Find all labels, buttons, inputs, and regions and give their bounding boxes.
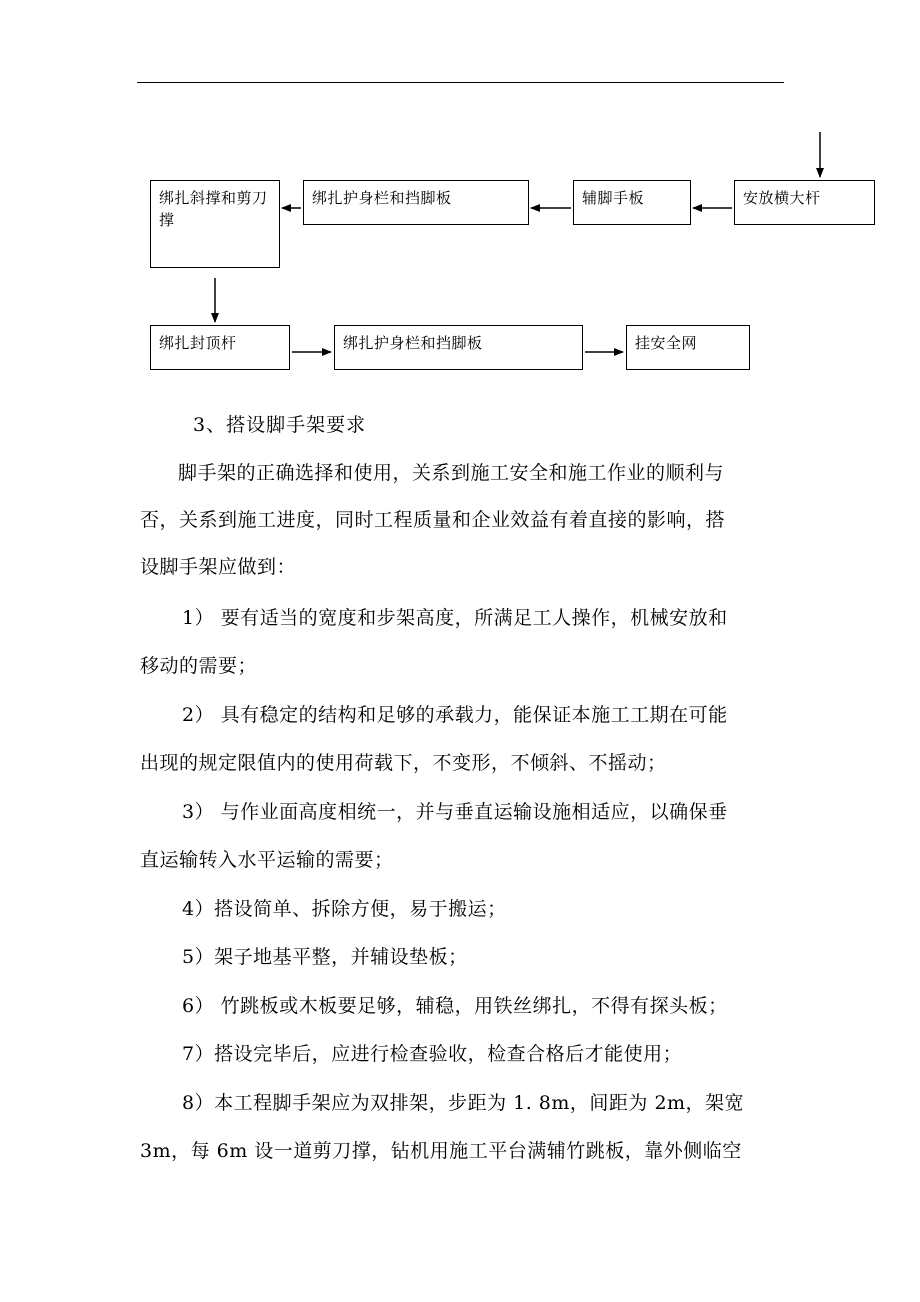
section-heading: 3、搭设脚手架要求 <box>193 414 367 436</box>
para-line: 1） 要有适当的宽度和步架高度，所满足工人操作，机械安放和 <box>182 607 728 629</box>
para-line: 5）架子地基平整，并辅设垫板； <box>182 946 468 968</box>
para-line: 8）本工程脚手架应为双排架，步距为 1. 8m，间距为 2m，架宽 <box>182 1092 745 1114</box>
flowchart-arrows <box>0 0 920 400</box>
para-line: 2） 具有稳定的结构和足够的承载力，能保证本施工工期在可能 <box>182 704 728 726</box>
para-line: 6） 竹跳板或木板要足够，辅稳，用铁丝绑扎，不得有探头板； <box>182 995 728 1017</box>
para-line: 设脚手架应做到： <box>140 556 297 578</box>
para-line: 否，关系到施工进度，同时工程质量和企业效益有着直接的影响，搭 <box>140 509 726 531</box>
flow-box-label: 绑扎护身栏和挡脚板 <box>312 189 452 207</box>
para-line: 3m，每 6m 设一道剪刀撑，钻机用施工平台满辅竹跳板，靠外侧临空 <box>140 1140 742 1162</box>
para-line: 直运输转入水平运输的需要； <box>140 849 394 871</box>
para-line: 4）搭设简单、拆除方便，易于搬运； <box>182 898 507 920</box>
flow-box-label: 绑扎封顶杆 <box>159 334 237 352</box>
para-line: 出现的规定限值内的使用荷载下，不变形，不倾斜、不摇动； <box>140 752 667 774</box>
para-line: 3） 与作业面高度相统一，并与垂直运输设施相适应，以确保垂 <box>182 801 728 823</box>
flow-box-label: 安放横大杆 <box>743 189 821 207</box>
para-line: 脚手架的正确选择和使用，关系到施工安全和施工作业的顺利与 <box>178 462 725 484</box>
flow-box-label: 挂安全网 <box>635 334 698 352</box>
flow-box-label: 辅脚手板 <box>582 189 645 207</box>
flow-box-label: 绑扎斜撑和剪刀撑 <box>159 189 268 229</box>
flow-box-label: 绑扎护身栏和挡脚板 <box>343 334 483 352</box>
para-line: 移动的需要； <box>140 655 258 677</box>
para-line: 7）搭设完毕后，应进行检查验收，检查合格后才能使用； <box>182 1043 683 1065</box>
